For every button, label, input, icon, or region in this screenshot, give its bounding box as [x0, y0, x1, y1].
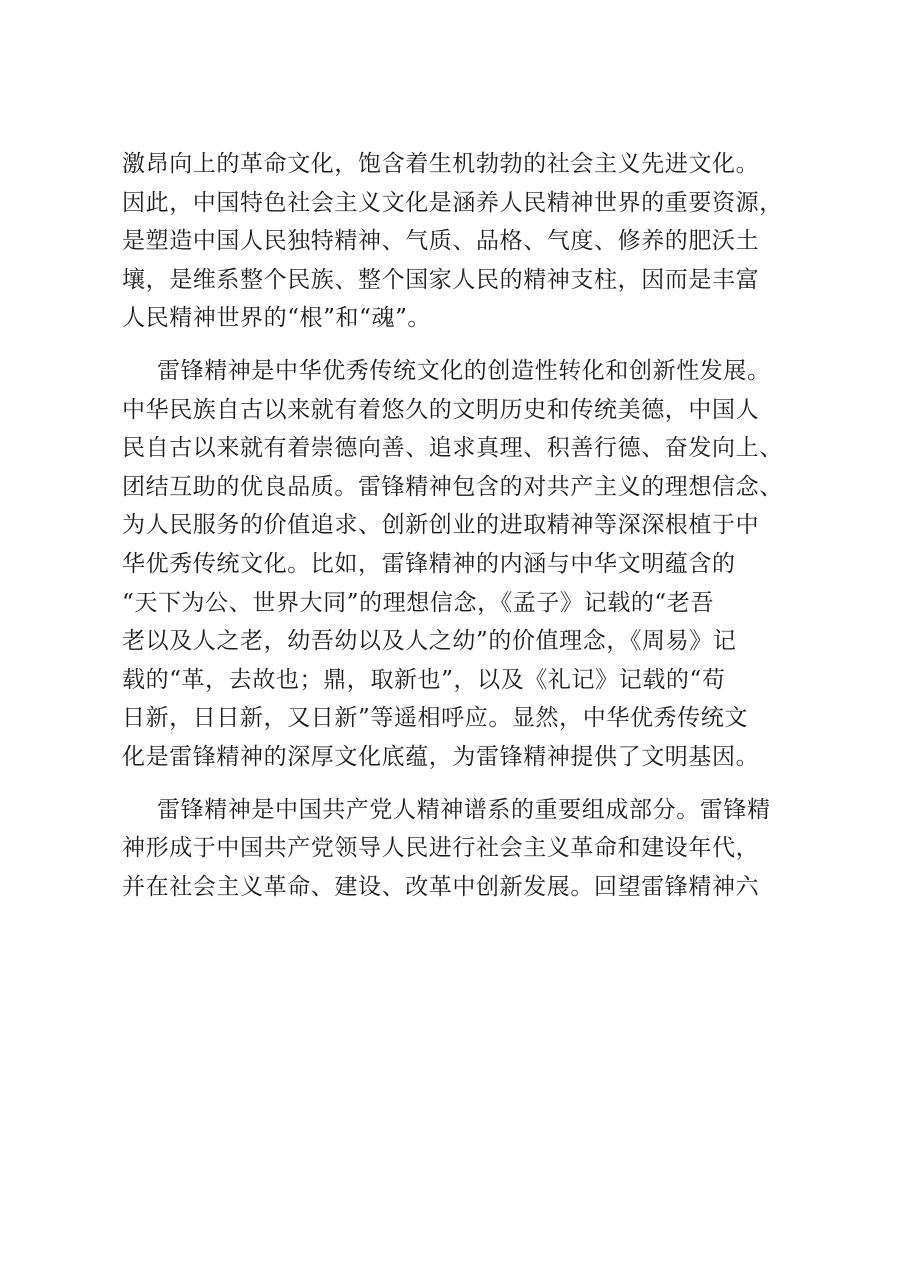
text-line: 民自古以来就有着崇德向善、追求真理、积善行德、奋发向上、 [122, 435, 783, 462]
text-line: 化是雷锋精神的深厚文化底蕴，为雷锋精神提供了文明基因。 [122, 743, 760, 770]
text-line: 激昂向上的革命文化，饱含着生机勃勃的社会主义先进文化。 [122, 151, 760, 177]
text-line: 为人民服务的价值追求、创新创业的进取精神等深深根植于中 [122, 512, 760, 539]
text-line: 因此，中国特色社会主义文化是涵养人民精神世界的重要资源， [122, 189, 783, 216]
text-line: 日新，日日新，又日新”等遥相呼应。显然，中华优秀传统文 [122, 705, 748, 732]
paragraph-gap [122, 338, 802, 352]
text-line: 人民精神世界的“根”和“魂”。 [122, 305, 432, 332]
text-line: 是塑造中国人民独特精神、气质、品格、气度、修养的肥沃土 [122, 228, 760, 255]
paragraph-gap [122, 777, 802, 791]
body-text [122, 145, 802, 906]
text-line: “天下为公、世界大同”的理想信念，《孟子》记载的“老吾 [122, 589, 714, 616]
text-line: 并在社会主义革命、建设、改革中创新发展。回望雷锋精神六 [122, 873, 760, 900]
text-line: 老以及人之老，幼吾幼以及人之幼”的价值理念，《周易》记 [122, 628, 737, 655]
text-line: 载的“革，去故也；鼎，取新也”，以及《礼记》记载的“苟 [122, 666, 726, 693]
paragraph-2 [122, 352, 802, 777]
text-line: 团结互助的优良品质。雷锋精神包含的对共产主义的理想信念、 [122, 473, 783, 500]
text-line: 壤，是维系整个民族、整个国家人民的精神支柱，因而是丰富 [122, 266, 760, 293]
paragraph-1 [122, 145, 802, 338]
text-line-first: 雷锋精神是中国共产党人精神谱系的重要组成部分。雷锋精 [157, 796, 771, 823]
text-line: 中华民族自古以来就有着悠久的文明历史和传统美德，中国人 [122, 396, 760, 423]
paragraph-3 [122, 791, 802, 907]
text-line: 华优秀传统文化。比如，雷锋精神的内涵与中华文明蕴含的 [122, 550, 736, 577]
text-line: 神形成于中国共产党领导人民进行社会主义革命和建设年代， [122, 835, 760, 862]
text-line-first: 雷锋精神是中华优秀传统文化的创造性转化和创新性发展。 [157, 357, 771, 384]
